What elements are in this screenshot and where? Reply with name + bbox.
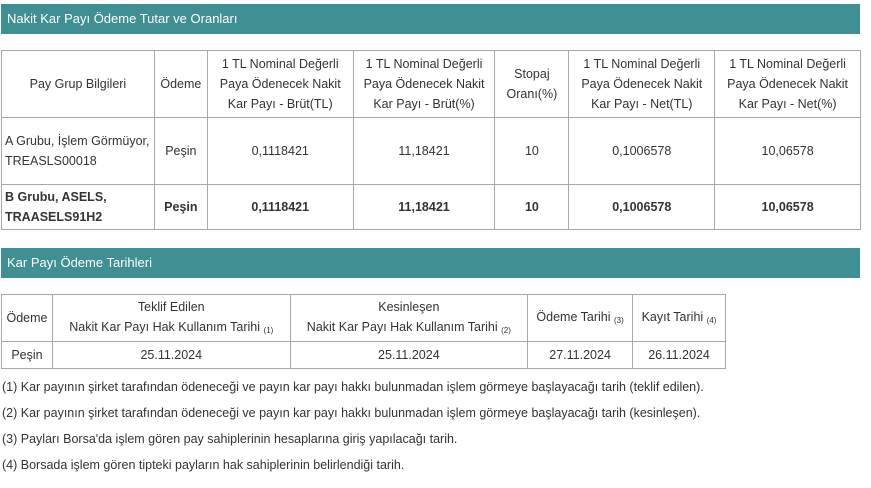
footnote-ref: (3): [614, 316, 624, 325]
header-cell: 1 TL Nominal Değerli Paya Ödenecek Nakit Kar Payı - Brüt(TL): [207, 51, 353, 118]
header-line: Kesinleşen: [378, 300, 440, 314]
value-cell: 10,06578: [715, 118, 861, 185]
group-info-cell: A Grubu, İşlem Görmüyor, TREASLS00018: [2, 118, 155, 185]
value-cell: 0,1118421: [207, 118, 353, 185]
section-title-dates: Kar Payı Ödeme Tarihleri: [1, 248, 860, 278]
footnote: (2) Kar payının şirket tarafından ödeneceği ve payın kar payı hakkı bulunmadan işlem görmeye başlayacağı tarih (kesinleşen).: [2, 406, 701, 420]
table-row: [2, 342, 726, 369]
section-title-amounts: Nakit Kar Payı Ödeme Tutar ve Oranları: [1, 4, 860, 34]
header-cell: Stopaj Oranı(%): [495, 51, 569, 118]
header-cell: Pay Grup Bilgileri: [2, 51, 155, 118]
value-cell: 0,1006578: [569, 118, 715, 185]
table-row: [2, 118, 861, 185]
header-line: Nakit Kar Payı Hak Kullanım Tarihi: [306, 320, 498, 334]
table-row: [2, 185, 861, 230]
value-cell: 10,06578: [715, 185, 861, 230]
payment-dates-table: [1, 294, 726, 369]
header-cell: 1 TL Nominal Değerli Paya Ödenecek Nakit Kar Payı - Net(TL): [569, 51, 715, 118]
footnote: (3) Payları Borsa'da işlem gören pay sahiplerinin hesaplarına giriş yapılacağı tarih.: [2, 432, 458, 446]
header-cell: [52, 295, 290, 342]
footnotes: [2, 377, 862, 481]
header-line: Kayıt Tarihi: [641, 310, 704, 324]
value-cell: 11,18421: [353, 185, 495, 230]
group-info-cell: B Grubu, ASELS, TRAASELS91H2: [2, 185, 155, 230]
footnote: (1) Kar payının şirket tarafından ödeneceği ve payın kar payı hakkı bulunmadan işlem görmeye başlayacağı tarih (teklif edilen).: [2, 380, 704, 394]
date-cell: 27.11.2024: [528, 342, 633, 369]
footnote: (4) Borsada işlem gören tipteki payların hak sahiplerinin belirlendiği tarih.: [2, 458, 405, 472]
header-cell: 1 TL Nominal Değerli Paya Ödenecek Nakit Kar Payı - Net(%): [715, 51, 861, 118]
header-cell: Ödeme: [154, 51, 207, 118]
table-header-row: [2, 295, 726, 342]
value-cell: 10: [495, 185, 569, 230]
date-cell: 25.11.2024: [52, 342, 290, 369]
header-cell: 1 TL Nominal Değerli Paya Ödenecek Nakit Kar Payı - Brüt(%): [353, 51, 495, 118]
value-cell: 0,1118421: [207, 185, 353, 230]
header-cell: Ödeme: [2, 295, 53, 342]
date-cell: 26.11.2024: [633, 342, 726, 369]
header-line: Nakit Kar Payı Hak Kullanım Tarihi: [69, 320, 261, 334]
payment-cell: Peşin: [154, 185, 207, 230]
header-cell: [290, 295, 528, 342]
table-header-row: [2, 51, 861, 118]
date-cell: 25.11.2024: [290, 342, 528, 369]
header-cell: [528, 295, 633, 342]
footnote-ref: (1): [263, 326, 274, 335]
footnote-ref: (2): [501, 326, 511, 335]
value-cell: 11,18421: [353, 118, 495, 185]
payment-cell: Peşin: [2, 342, 53, 369]
dividend-amounts-table: [1, 50, 861, 230]
value-cell: 0,1006578: [569, 185, 715, 230]
footnote-ref: (4): [706, 316, 717, 325]
value-cell: 10: [495, 118, 569, 185]
header-cell: [633, 295, 726, 342]
header-line: Teklif Edilen: [137, 300, 205, 314]
header-line: Ödeme Tarihi: [536, 310, 611, 324]
payment-cell: Peşin: [154, 118, 207, 185]
